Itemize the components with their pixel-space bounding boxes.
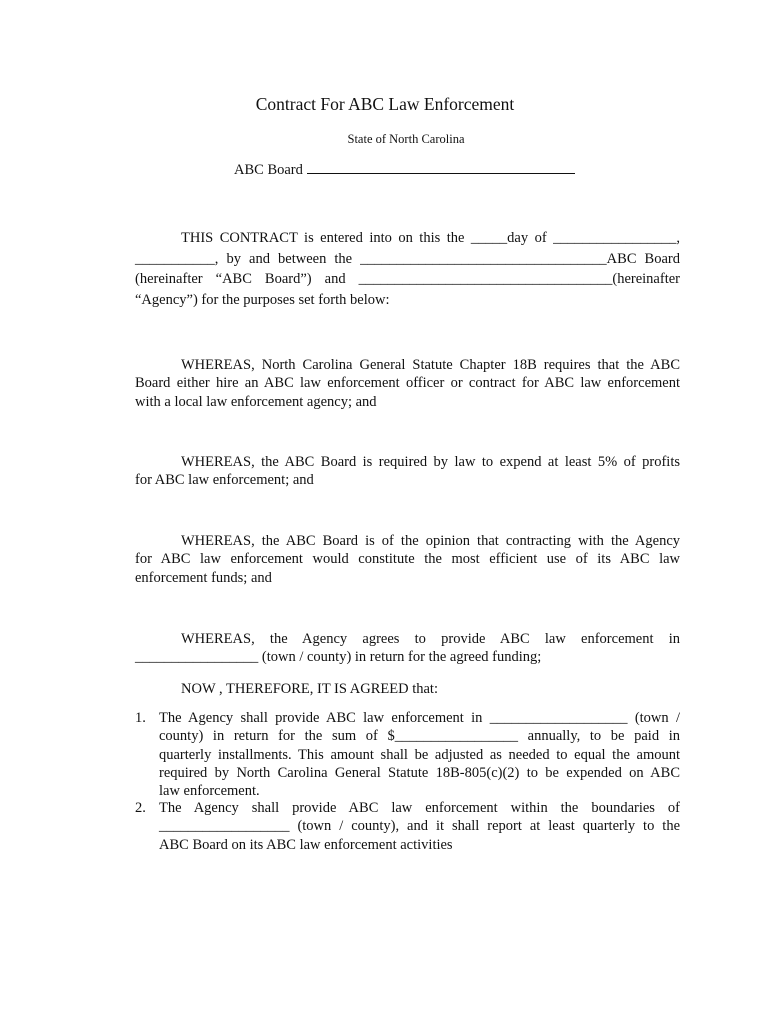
intro-line: (hereinafter “ABC Board”) and ___________________________________(hereinafter	[135, 271, 680, 287]
whereas-paragraph-4	[135, 630, 680, 667]
agreement-item-2	[135, 799, 680, 854]
whereas-line: with a local law enforcement agency; and	[135, 393, 377, 410]
item-line: law enforcement.	[159, 783, 260, 800]
whereas-line: _________________ (town / county) in return for the agreed funding;	[135, 649, 542, 666]
abc-board-field	[234, 161, 575, 179]
whereas-line: for ABC law enforcement would constitute the most efficient use of its ABC law	[135, 551, 680, 568]
whereas-line: WHEREAS, the ABC Board is of the opinion that contracting with the Agency	[181, 533, 680, 549]
intro-line: ___________, by and between the __________________________________ABC Board	[135, 250, 680, 267]
whereas-line: WHEREAS, the ABC Board is required by law to expend at least 5% of profits	[181, 454, 680, 470]
item-line: quarterly installments. This amount shall be adjusted as needed to equal the amount	[159, 746, 680, 763]
whereas-paragraph-1	[135, 356, 680, 411]
whereas-line: Board either hire an ABC law enforcement officer or contract for ABC law enforcement	[135, 375, 680, 392]
whereas-paragraph-3	[135, 532, 680, 587]
whereas-line: enforcement funds; and	[135, 569, 272, 586]
abc-board-blank[interactable]	[307, 161, 575, 174]
abc-board-label: ABC Board	[234, 162, 303, 178]
document-subtitle: State of North Carolina	[347, 132, 465, 146]
intro-paragraph	[135, 228, 680, 310]
whereas-line: WHEREAS, North Carolina General Statute Chapter 18B requires that the ABC	[181, 357, 680, 373]
item-line: ABC Board on its ABC law enforcement activities	[159, 836, 453, 853]
item-number: 2.	[135, 800, 146, 816]
item-line: required by North Carolina General Statute 18B-805(c)(2) to be expended on ABC	[159, 764, 680, 781]
item-body	[159, 709, 680, 800]
item-line: __________________ (town / county), and it shall report at least quarterly to the	[159, 818, 680, 835]
item-line: The Agency shall provide ABC law enforcement in ___________________ (town /	[159, 710, 680, 726]
item-line: county) in return for the sum of $_________________ annually, to be paid in	[159, 728, 680, 745]
document-title: Contract For ABC Law Enforcement	[255, 94, 515, 114]
whereas-paragraph-2	[135, 453, 680, 490]
item-body	[159, 799, 680, 854]
item-line: The Agency shall provide ABC law enforcement within the boundaries of	[159, 800, 680, 816]
whereas-line: for ABC law enforcement; and	[135, 472, 314, 489]
intro-line: THIS CONTRACT is entered into on this the _____day of _________________,	[181, 230, 680, 246]
whereas-line: WHEREAS, the Agency agrees to provide ABC law enforcement in	[181, 631, 680, 647]
now-therefore-heading: NOW , THEREFORE, IT IS AGREED that:	[181, 681, 438, 697]
item-number: 1.	[135, 710, 146, 726]
agreement-item-1	[135, 709, 680, 800]
intro-line: “Agency”) for the purposes set forth below:	[135, 291, 390, 308]
